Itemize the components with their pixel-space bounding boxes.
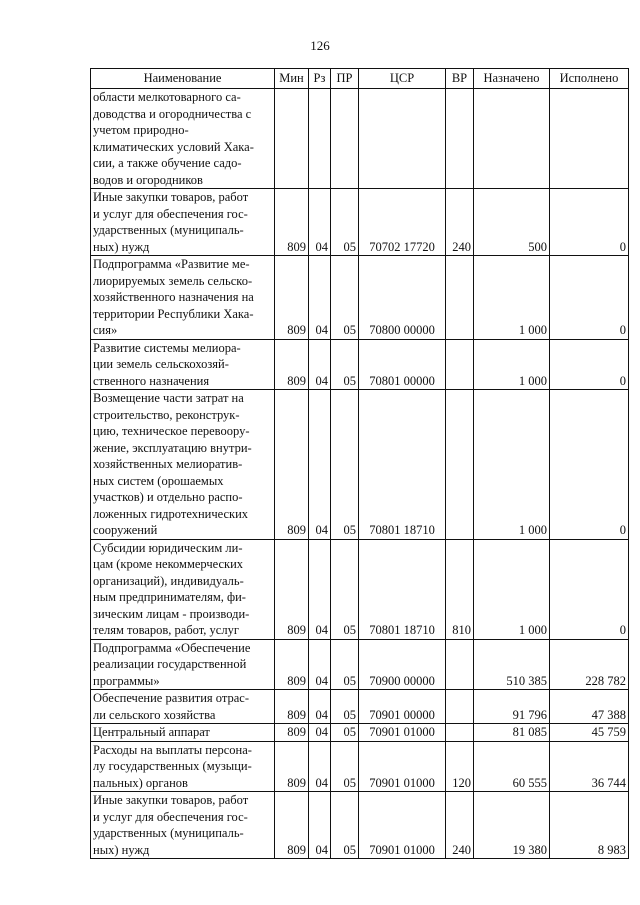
row-name-cell: Подпрограмма «Обеспечение реализации государственной программы»: [91, 639, 275, 690]
column-header: ПР: [331, 69, 359, 89]
vr-cell: [446, 724, 474, 742]
pr-cell: 05: [331, 741, 359, 792]
column-header: Рз: [309, 69, 331, 89]
executed-cell: 8 983: [550, 792, 629, 859]
column-header: Назначено: [474, 69, 550, 89]
assigned-cell: 510 385: [474, 639, 550, 690]
vr-cell: [446, 639, 474, 690]
executed-cell: 228 782: [550, 639, 629, 690]
vr-cell: [446, 89, 474, 189]
table-row: [91, 539, 629, 639]
min-cell: 809: [275, 792, 309, 859]
rz-cell: 04: [309, 390, 331, 540]
executed-cell: 0: [550, 256, 629, 340]
min-cell: 809: [275, 690, 309, 724]
csr-cell: [359, 89, 446, 189]
executed-cell: 47 388: [550, 690, 629, 724]
executed-cell: 45 759: [550, 724, 629, 742]
assigned-cell: 1 000: [474, 256, 550, 340]
csr-cell: 70900 00000: [359, 639, 446, 690]
assigned-cell: 1 000: [474, 390, 550, 540]
table-row: [91, 189, 629, 256]
vr-cell: [446, 339, 474, 390]
executed-cell: 0: [550, 390, 629, 540]
assigned-cell: [474, 89, 550, 189]
row-name-cell: Центральный аппарат: [91, 724, 275, 742]
csr-cell: 70800 00000: [359, 256, 446, 340]
page-number: 126: [310, 38, 330, 53]
assigned-cell: 1 000: [474, 339, 550, 390]
rz-cell: 04: [309, 339, 331, 390]
pr-cell: 05: [331, 339, 359, 390]
rz-cell: 04: [309, 639, 331, 690]
table-row: [91, 792, 629, 859]
table-row: [91, 690, 629, 724]
csr-cell: 70901 01000: [359, 792, 446, 859]
csr-cell: 70801 18710: [359, 390, 446, 540]
table-row: [91, 741, 629, 792]
row-name-cell: Расходы на выплаты персона- лу государственных (музыци- пальных) органов: [91, 741, 275, 792]
table-row: [91, 256, 629, 340]
column-header: Мин: [275, 69, 309, 89]
column-header: ЦСР: [359, 69, 446, 89]
rz-cell: 04: [309, 741, 331, 792]
assigned-cell: 1 000: [474, 539, 550, 639]
executed-cell: 0: [550, 539, 629, 639]
vr-cell: [446, 256, 474, 340]
assigned-cell: 19 380: [474, 792, 550, 859]
row-name-cell: Иные закупки товаров, работ и услуг для обеспечения гос- ударственных (муниципаль- ных) нужд: [91, 189, 275, 256]
row-name-cell: Обеспечение развития отрас- ли сельского хозяйства: [91, 690, 275, 724]
vr-cell: 240: [446, 792, 474, 859]
executed-cell: 36 744: [550, 741, 629, 792]
table-row: [91, 724, 629, 742]
pr-cell: [331, 89, 359, 189]
pr-cell: 05: [331, 189, 359, 256]
rz-cell: 04: [309, 539, 331, 639]
pr-cell: 05: [331, 690, 359, 724]
csr-cell: 70901 01000: [359, 724, 446, 742]
min-cell: 809: [275, 639, 309, 690]
pr-cell: 05: [331, 390, 359, 540]
executed-cell: 0: [550, 339, 629, 390]
row-name-cell: Развитие системы мелиора- ции земель сельскохозяй- ственного назначения: [91, 339, 275, 390]
assigned-cell: 91 796: [474, 690, 550, 724]
column-header: Исполнено: [550, 69, 629, 89]
pr-cell: 05: [331, 639, 359, 690]
row-name-cell: области мелкотоварного са- доводства и огородничества с учетом природно- климатических условий Хака- сии, а также обучение садо- водов и огородников: [91, 89, 275, 189]
budget-table: [90, 68, 629, 859]
pr-cell: 05: [331, 792, 359, 859]
csr-cell: 70901 00000: [359, 690, 446, 724]
vr-cell: 240: [446, 189, 474, 256]
assigned-cell: 60 555: [474, 741, 550, 792]
table-row: [91, 639, 629, 690]
table-header-row: [91, 69, 629, 89]
column-header: Наименование: [91, 69, 275, 89]
assigned-cell: 500: [474, 189, 550, 256]
csr-cell: 70901 01000: [359, 741, 446, 792]
csr-cell: 70801 18710: [359, 539, 446, 639]
min-cell: 809: [275, 724, 309, 742]
rz-cell: [309, 89, 331, 189]
pr-cell: 05: [331, 539, 359, 639]
csr-cell: 70702 17720: [359, 189, 446, 256]
rz-cell: 04: [309, 792, 331, 859]
csr-cell: 70801 00000: [359, 339, 446, 390]
pr-cell: 05: [331, 724, 359, 742]
column-header: ВР: [446, 69, 474, 89]
rz-cell: 04: [309, 690, 331, 724]
row-name-cell: Субсидии юридическим ли- цам (кроме некоммерческих организаций), индивидуаль- ным предпринимателям, фи- зическим лицам - производи- телям товаров, работ, услуг: [91, 539, 275, 639]
assigned-cell: 81 085: [474, 724, 550, 742]
rz-cell: 04: [309, 724, 331, 742]
min-cell: 809: [275, 189, 309, 256]
min-cell: 809: [275, 390, 309, 540]
executed-cell: [550, 89, 629, 189]
min-cell: [275, 89, 309, 189]
table-row: [91, 89, 629, 189]
pr-cell: 05: [331, 256, 359, 340]
vr-cell: 120: [446, 741, 474, 792]
vr-cell: [446, 690, 474, 724]
row-name-cell: Иные закупки товаров, работ и услуг для обеспечения гос- ударственных (муниципаль- ных) нужд: [91, 792, 275, 859]
table-row: [91, 339, 629, 390]
vr-cell: 810: [446, 539, 474, 639]
min-cell: 809: [275, 256, 309, 340]
min-cell: 809: [275, 339, 309, 390]
vr-cell: [446, 390, 474, 540]
min-cell: 809: [275, 539, 309, 639]
executed-cell: 0: [550, 189, 629, 256]
row-name-cell: Подпрограмма «Развитие ме- лиорируемых земель сельско- хозяйственного назначения на территории Республики Хака- сия»: [91, 256, 275, 340]
min-cell: 809: [275, 741, 309, 792]
rz-cell: 04: [309, 256, 331, 340]
row-name-cell: Возмещение части затрат на строительство, реконструк- цию, техническое перевоору- жение, эксплуатацию внутри- хозяйственных мелиоратив- ных систем (орошаемых участков) и отдельно распо- ложенных гидротехнических сооружений: [91, 390, 275, 540]
table-row: [91, 390, 629, 540]
rz-cell: 04: [309, 189, 331, 256]
